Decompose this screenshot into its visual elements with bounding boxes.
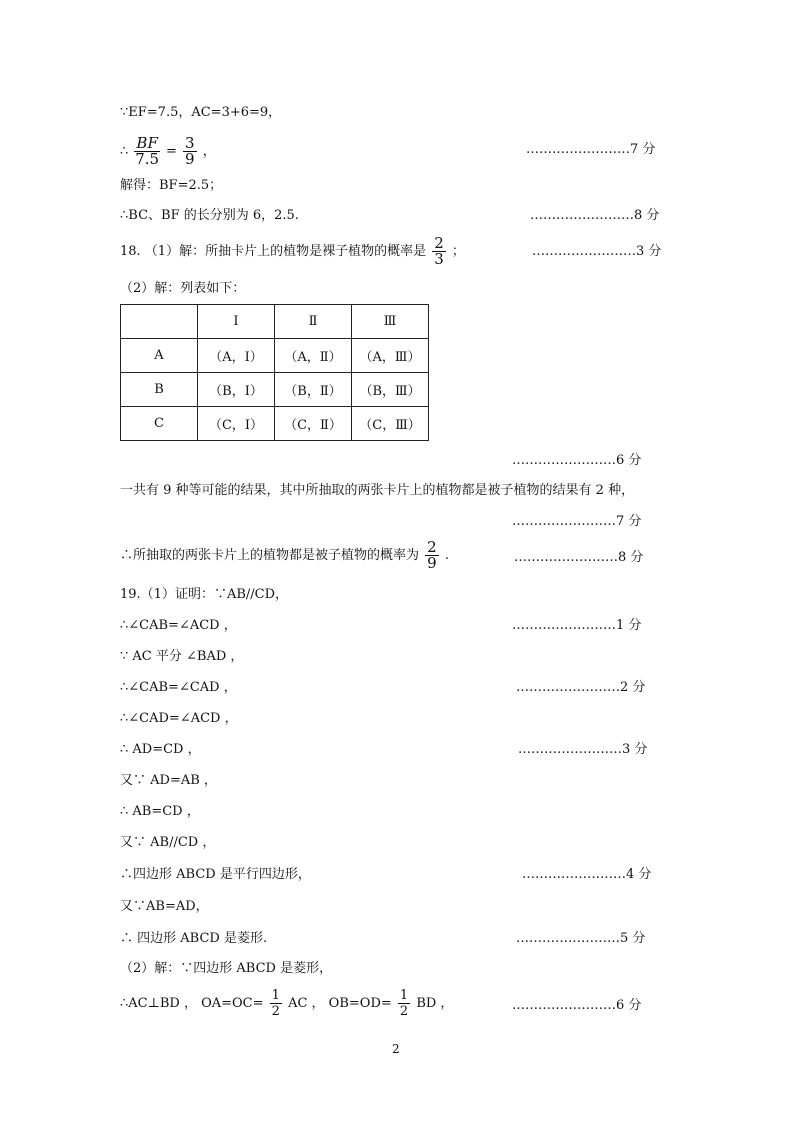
table-row [121, 339, 429, 373]
period: . [444, 548, 449, 563]
line-bc-bf-conclusion: ∴BC、BF 的长分别为 6，2.5. [120, 208, 299, 223]
score-5: ……………………5 分 [516, 931, 646, 946]
line-q19-proof: 19.（1）证明：∵AB//CD， [120, 587, 289, 602]
diagonals-text-a: ∴AC⊥BD ， OA=OC= [120, 996, 264, 1011]
table-row [121, 407, 429, 441]
table-cell: （A，Ⅲ） [352, 339, 429, 373]
fraction-2-over-9 [425, 540, 439, 571]
score-3-b: ……………………3 分 [518, 742, 648, 757]
line-q18-probability [120, 540, 449, 571]
line-ef-ac: ∵EF=7.5，AC=3+6=9， [120, 105, 282, 120]
line-ad-cd: ∴ AD=CD ， [120, 742, 201, 757]
fraction-denominator: 3 [434, 250, 444, 268]
table-header-cell: Ⅲ [352, 305, 429, 339]
score-7-a: ……………………7 分 [526, 142, 656, 157]
fraction-denominator: 9 [185, 150, 195, 168]
table-cell: （A，Ⅱ） [275, 339, 352, 373]
line-solve-bf: 解得：BF=2.5； [120, 178, 223, 193]
score-7-b: ……………………7 分 [512, 514, 642, 529]
probability-text: ∴所抽取的两张卡片上的植物都是被子植物的概率为 [120, 548, 420, 563]
table-cell: （C，Ⅰ） [198, 407, 275, 441]
table-row [121, 373, 429, 407]
line-angle-cab-cad: ∴∠CAB=∠CAD ， [120, 680, 237, 695]
table-header-row [121, 305, 429, 339]
fraction-numerator: 1 [271, 988, 280, 1003]
diagonals-text-b: AC ， OB=OD= [288, 996, 392, 1011]
score-6-a: ……………………6 分 [512, 453, 642, 468]
table-cell: B [121, 373, 198, 407]
table-header-cell [121, 305, 198, 339]
diagonals-text-c: BD ， [416, 996, 454, 1011]
line-diagonals [120, 988, 453, 1019]
table-cell: C [121, 407, 198, 441]
fraction-denominator: 2 [271, 1004, 280, 1019]
semicolon: ； [451, 244, 465, 259]
score-4: ……………………4 分 [522, 867, 652, 882]
equals-sign: = [166, 144, 177, 159]
line-parallelogram: ∴四边形 ABCD 是平行四边形， [120, 867, 311, 882]
line-angle-cab-acd: ∴∠CAB=∠ACD ， [120, 618, 237, 633]
fraction-bf-over-7.5 [134, 136, 159, 167]
outcome-table [120, 304, 429, 441]
line-ab-parallel-cd: 又∵ AB//CD ， [120, 835, 216, 850]
line-rhombus: ∴ 四边形 ABCD 是菱形. [120, 931, 268, 946]
line-ac-bisects: ∵ AC 平分 ∠BAD ， [120, 649, 244, 664]
fraction-numerator: 2 [427, 538, 437, 556]
fraction-1-over-2 [270, 988, 282, 1019]
fraction-2-over-3 [432, 236, 446, 267]
score-2: ……………………2 分 [516, 680, 646, 695]
fraction-numerator: 2 [434, 234, 444, 252]
score-8-b: ……………………8 分 [514, 550, 644, 565]
table-header-cell: Ⅱ [275, 305, 352, 339]
fraction-numerator: 1 [399, 988, 409, 1003]
line-q19-part2: （2）解：∵四边形 ABCD 是菱形， [120, 961, 333, 976]
therefore-symbol: ∴ [120, 144, 129, 159]
fraction-numerator: BF [136, 134, 158, 152]
table-cell: A [121, 339, 198, 373]
score-1: ……………………1 分 [512, 618, 642, 633]
comma: ， [202, 144, 216, 159]
line-angle-cad-acd: ∴∠CAD=∠ACD ， [120, 711, 238, 726]
table-cell: （C，Ⅲ） [352, 407, 429, 441]
fraction-denominator: 7.5 [135, 150, 160, 168]
fraction-denominator: 2 [399, 1004, 409, 1019]
score-6-b: ……………………6 分 [512, 998, 642, 1013]
line-outcomes-count: 一共有 9 种等可能的结果，其中所抽取的两张卡片上的植物都是被子植物的结果有 2 种， [120, 483, 635, 498]
table-cell: （B，Ⅱ） [275, 373, 352, 407]
table-cell: （C，Ⅱ） [275, 407, 352, 441]
line-ab-cd: ∴ AB=CD ， [120, 804, 200, 819]
fraction-numerator: 3 [185, 134, 195, 152]
table-header-cell: Ⅰ [198, 305, 275, 339]
page-number: 2 [392, 1042, 400, 1056]
fraction-3-over-9 [183, 136, 197, 167]
q18-part1-text: 18. （1）解：所抽卡片上的植物是裸子植物的概率是 [120, 244, 427, 259]
score-8-a: ……………………8 分 [530, 208, 660, 223]
table-cell: （A，Ⅰ） [198, 339, 275, 373]
line-ad-ab: 又∵ AD=AB ， [120, 773, 217, 788]
line-q18-part1 [120, 236, 465, 267]
fraction-1-over-2 [398, 988, 410, 1019]
line-q18-part2: （2）解：列表如下： [120, 281, 246, 296]
fraction-denominator: 9 [427, 554, 437, 572]
table-cell: （B，Ⅰ） [198, 373, 275, 407]
table-cell: （B，Ⅲ） [352, 373, 429, 407]
line-ab-ad: 又∵AB=AD， [120, 899, 209, 914]
score-3-a: ……………………3 分 [532, 244, 662, 259]
line-ratio [120, 136, 216, 167]
